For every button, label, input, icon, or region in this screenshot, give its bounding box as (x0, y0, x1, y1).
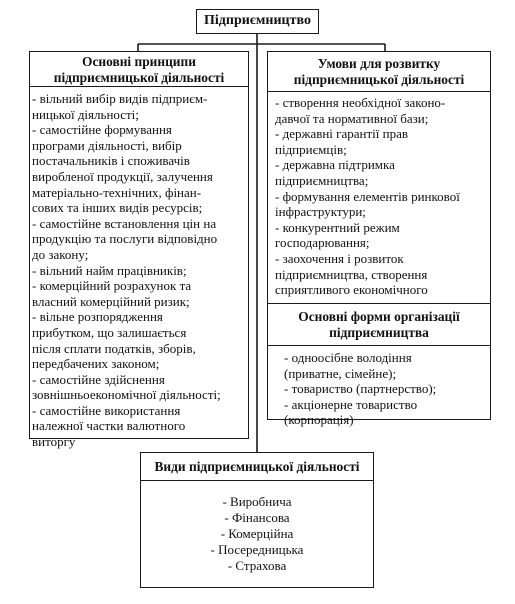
principles-line: - комерційний розрахунок та (32, 278, 192, 294)
principles-line: програми діяльності, вибір (32, 137, 182, 153)
conditions-line: підприємництва, створення (275, 266, 428, 282)
conditions-line: господарювання; (275, 235, 370, 251)
conditions-line: давчої та нормативної бази; (275, 110, 429, 126)
forms-line: - акціонерне товариство (284, 396, 418, 412)
kinds-item: - Посередницька (210, 542, 304, 557)
forms-title-line2: підприємництва (329, 325, 429, 340)
kinds-title: Види підприємницької діяльності (154, 459, 360, 474)
forms-box (267, 303, 491, 428)
principles-list (32, 91, 248, 450)
root-box (196, 9, 319, 34)
forms-title-line1: Основні форми організації (298, 309, 460, 324)
principles-line: - самостійне встановлення цін на (32, 215, 217, 231)
conditions-line: - формування елементів ринкової (275, 188, 460, 204)
principles-line: сових та інших видів ресурсів; (32, 200, 203, 216)
principles-line: після сплати податків, зборів, (32, 340, 196, 356)
principles-line: виробленої продукції, залучення (32, 168, 213, 184)
principles-header (30, 52, 248, 86)
forms-line: - товариство (партнерство); (284, 381, 437, 397)
principles-line: власний комерційний ризик; (32, 293, 190, 309)
conditions-box (267, 51, 491, 304)
principles-line: продукцію та послуги відповідно (32, 231, 218, 247)
kinds-item: - Страхова (227, 558, 287, 573)
principles-line: - вільний вибір видів підприєм- (32, 91, 208, 106)
principles-line: ницької діяльності; (32, 106, 139, 122)
principles-line: належної частки валютного (32, 418, 186, 434)
principles-body-box (29, 86, 249, 450)
conditions-line: сприятливого економічного (275, 282, 428, 298)
principles-line: передбачених законом; (32, 356, 160, 372)
conditions-line: підприємців; (275, 141, 347, 157)
kinds-header (141, 453, 373, 481)
principles-line: прибутком, що залишається (32, 324, 187, 340)
kinds-item: - Виробнича (222, 494, 292, 509)
principles-title-line2: підприємницької діяльності (53, 70, 225, 85)
principles-line: - самостійне здійснення (32, 371, 165, 387)
forms-line: - одноосібне володіння (284, 350, 412, 365)
principles-line: матеріально-технічних, фінан- (32, 184, 202, 200)
principles-line: - самостійне формування (32, 122, 172, 138)
conditions-line: - державна підтримка (275, 157, 395, 173)
conditions-header (268, 52, 490, 92)
principles-line: постачальників і споживачів (32, 153, 190, 169)
principles-line: виторгу (32, 434, 76, 450)
conditions-line: - державні гарантії прав (275, 126, 409, 142)
conditions-line: - заохочення і розвиток (275, 250, 404, 266)
forms-header (268, 304, 490, 346)
forms-line: (приватне, сімейне); (284, 365, 397, 381)
kinds-item: - Комерційна (220, 526, 294, 541)
kinds-box (140, 452, 374, 588)
conditions-line: - створення необхідної законо- (275, 95, 446, 110)
forms-list (268, 346, 490, 428)
principles-title-line1: Основні принципи (82, 54, 196, 69)
principles-line: - вільне розпорядження (32, 309, 163, 325)
principles-header-box (29, 51, 249, 87)
conditions-line: - конкурентний режим (275, 219, 400, 235)
conditions-line: підприємництва; (275, 172, 369, 188)
principles-line: - самостійне використання (32, 402, 181, 418)
root-title: Підприємництво (204, 13, 311, 28)
kinds-list (141, 481, 373, 574)
conditions-list (268, 92, 490, 313)
conditions-line: інфраструктури; (275, 204, 366, 220)
kinds-item: - Фінансова (224, 510, 290, 525)
principles-line: - вільний найм працівників; (32, 262, 187, 278)
principles-line: до закону; (32, 246, 89, 262)
principles-line: зовнішньоекономічної діяльності; (32, 387, 221, 403)
forms-line: (корпорація) (284, 412, 354, 428)
conditions-title-line2: підприємницької діяльності (293, 72, 465, 87)
conditions-title-line1: Умови для розвитку (317, 56, 441, 71)
